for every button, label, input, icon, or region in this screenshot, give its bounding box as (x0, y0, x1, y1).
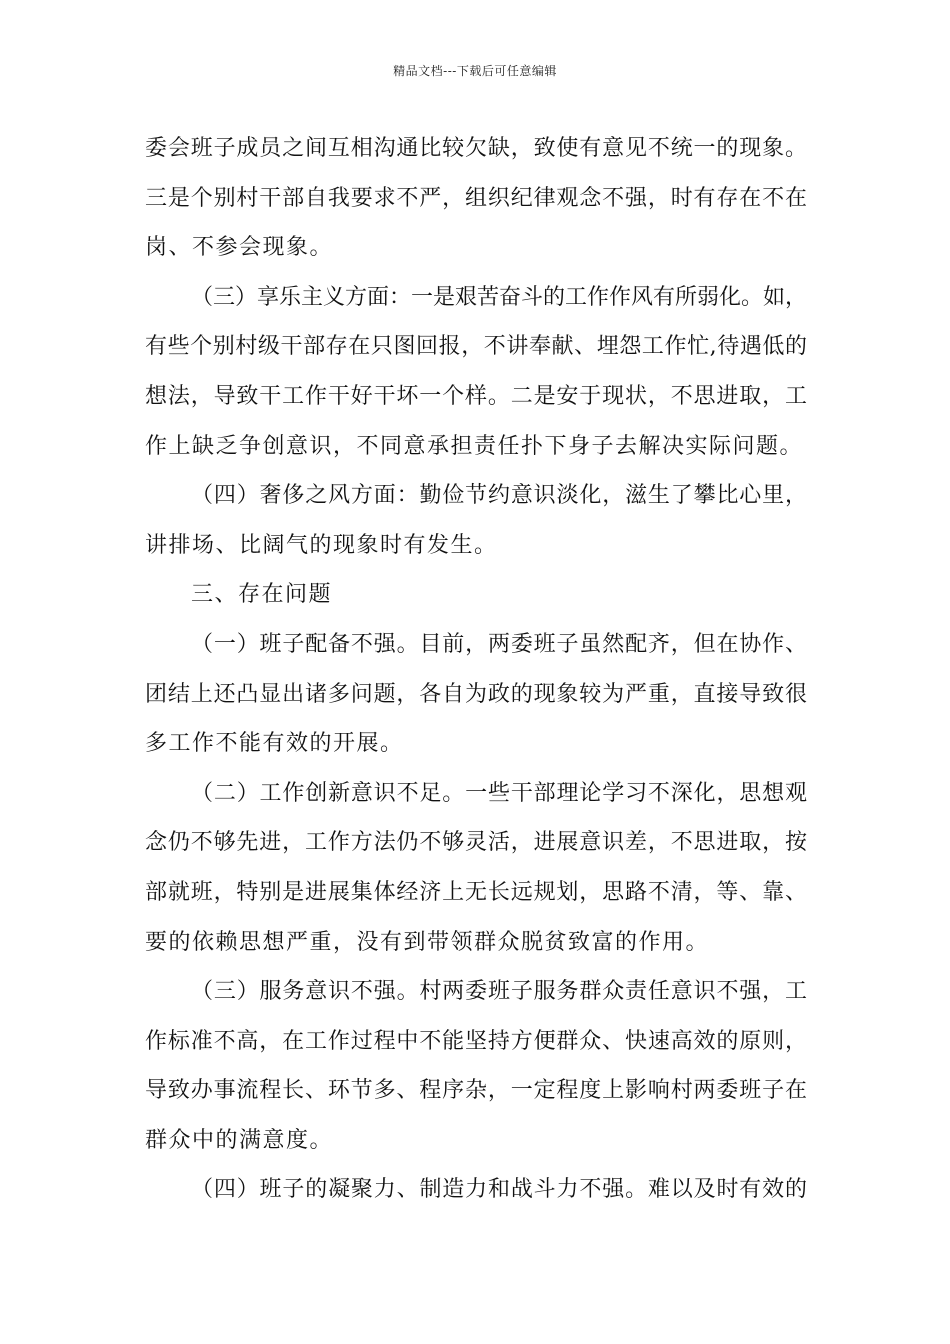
text-line: 部就班，特别是进展集体经济上无长远规划，思路不清，等、靠、 (145, 879, 807, 905)
text-line: （二）工作创新意识不足。一些干部理论学习不深化，思想观 (191, 780, 807, 806)
text-line: 团结上还凸显出诸多问题，各自为政的现象较为严重，直接导致很 (145, 681, 807, 707)
text-line: 想法，导致干工作干好干坏一个样。二是安于现状，不思进取，工 (145, 383, 807, 409)
page-header: 精品文档---下载后可任意编辑 (393, 64, 557, 78)
text-line: 作上缺乏争创意识，不同意承担责任扑下身子去解决实际问题。 (145, 433, 804, 459)
section-heading: 三、存在问题 (191, 582, 333, 608)
text-line: （四）奢侈之风方面：勤俭节约意识淡化，滋生了攀比心里， (191, 483, 807, 509)
text-line: 有些个别村级干部存在只图回报，不讲奉献、埋怨工作忙,待遇低的 (145, 334, 807, 360)
text-line: 多工作不能有效的开展。 (145, 731, 404, 757)
text-line: 群众中的满意度。 (145, 1127, 334, 1153)
text-line: 要的依赖思想严重，没有到带领群众脱贫致富的作用。 (145, 929, 710, 955)
text-line: 作标准不高，在工作过程中不能坚持方便群众、快速高效的原则， (145, 1028, 807, 1054)
text-line: 三是个别村干部自我要求不严，组织纪律观念不强，时有存在不在 (145, 185, 807, 211)
text-line: （三）享乐主义方面：一是艰苦奋斗的工作作风有所弱化。如， (191, 284, 808, 310)
document-body (145, 124, 807, 1215)
text-line: （四）班子的凝聚力、制造力和战斗力不强。难以及时有效的 (191, 1177, 807, 1203)
text-line: （三）服务意识不强。村两委班子服务群众责任意识不强，工 (191, 979, 807, 1005)
text-line: 念仍不够先进，工作方法仍不够灵活，进展意识差，不思进取，按 (145, 830, 807, 856)
text-line: （一）班子配备不强。目前，两委班子虽然配齐，但在协作、 (191, 631, 807, 657)
text-line: 委会班子成员之间互相沟通比较欠缺，致使有意见不统一的现象。 (145, 136, 807, 161)
text-line: 导致办事流程长、环节多、程序杂，一定程度上影响村两委班子在 (145, 1078, 807, 1104)
text-line: 讲排场、比阔气的现象时有发生。 (145, 532, 498, 558)
text-line: 岗、不参会现象。 (145, 235, 334, 261)
